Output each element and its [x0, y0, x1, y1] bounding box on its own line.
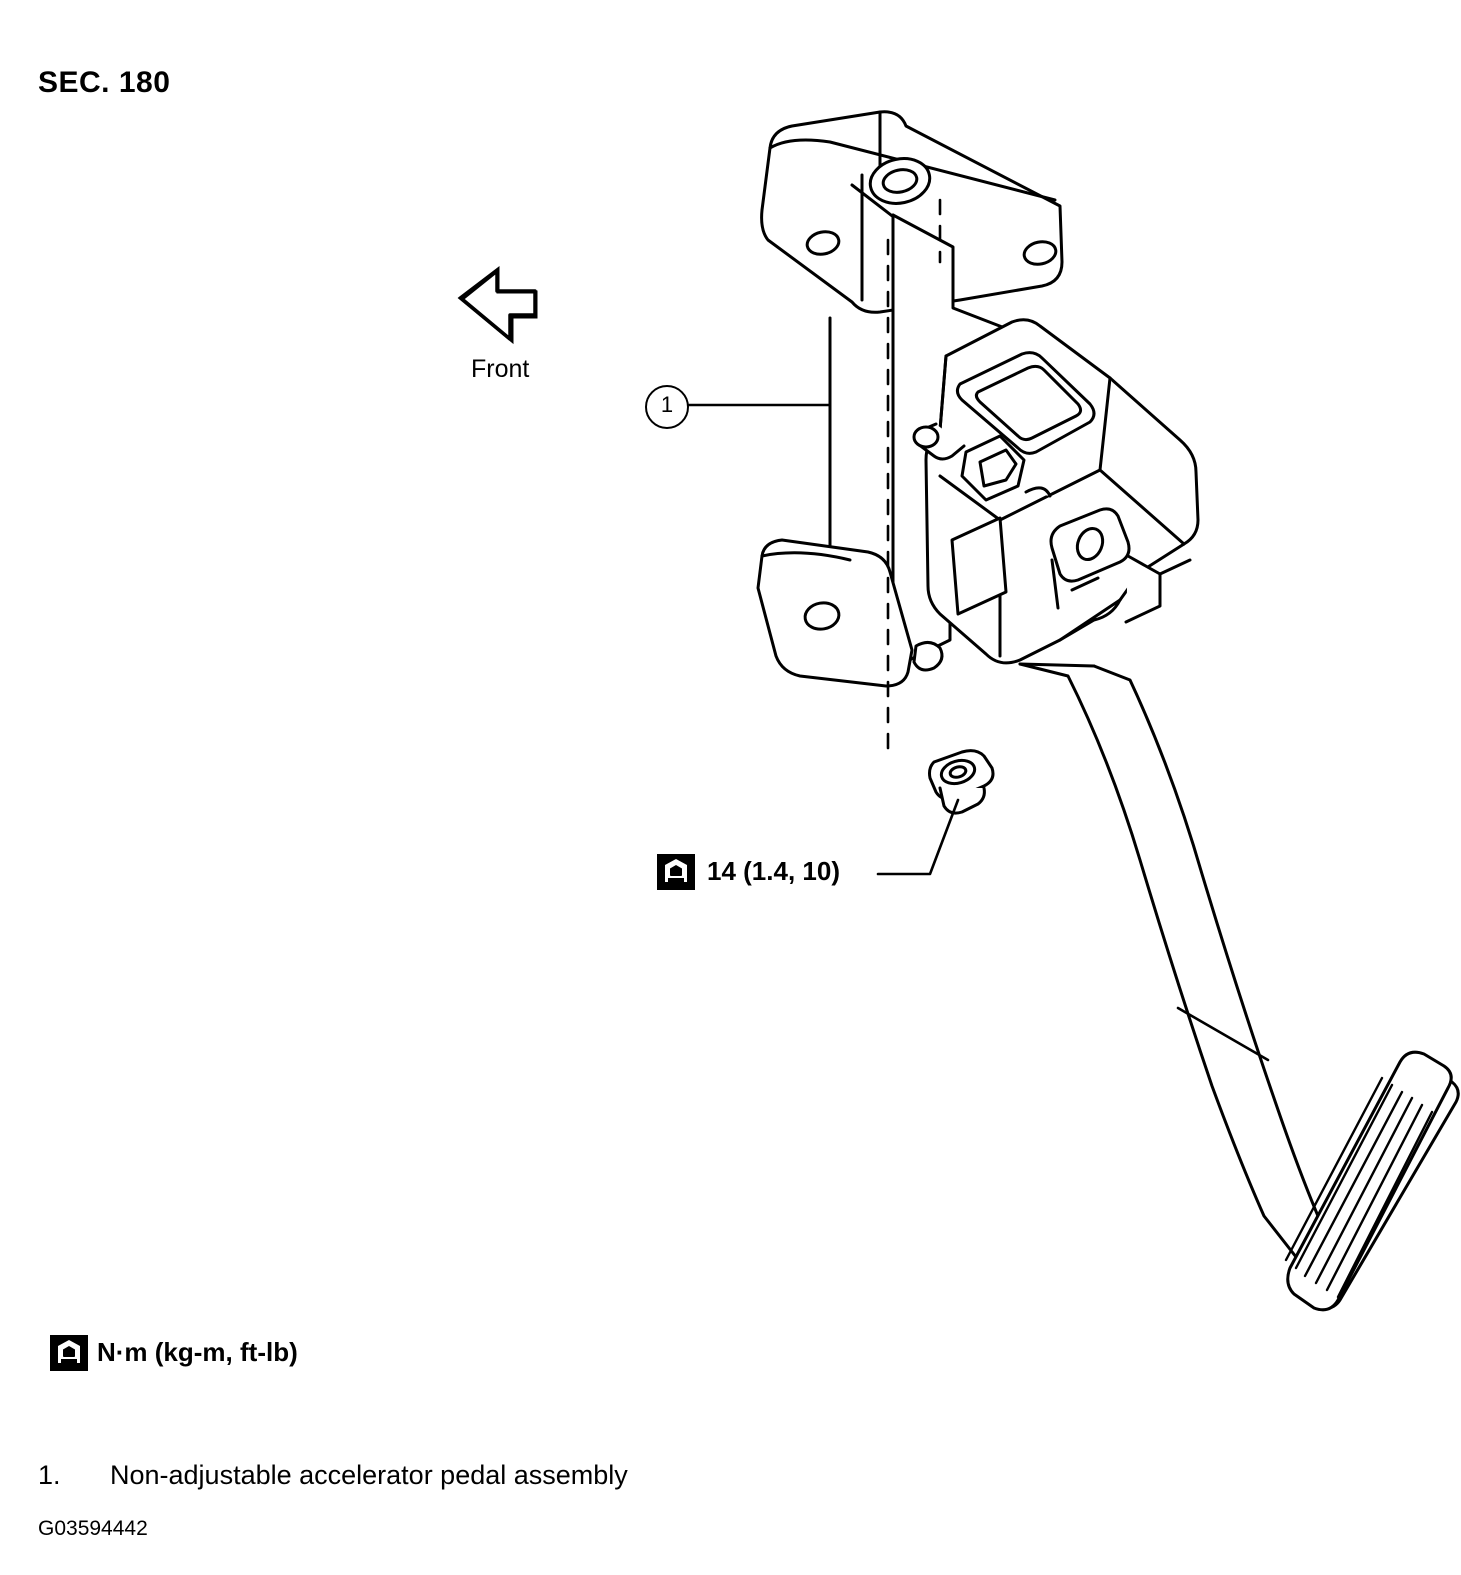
torque-spec-value: 14 (1.4, 10) — [707, 856, 840, 886]
torque-units-legend: N·m (kg-m, ft-lb) — [97, 1337, 298, 1367]
list-item — [38, 1460, 1238, 1491]
part-name: Non-adjustable accelerator pedal assembly — [110, 1460, 628, 1490]
bolt-torque-icon — [655, 852, 697, 892]
callout-marker-1[interactable]: 1 — [645, 385, 689, 429]
part-number: 1. — [38, 1460, 61, 1490]
section-title: SEC. 180 — [38, 66, 171, 99]
front-direction-label: Front — [471, 355, 530, 383]
legend-bolt-torque-icon — [48, 1333, 90, 1373]
figure-id: G03594442 — [38, 1517, 148, 1540]
parts-list — [38, 1460, 1238, 1491]
